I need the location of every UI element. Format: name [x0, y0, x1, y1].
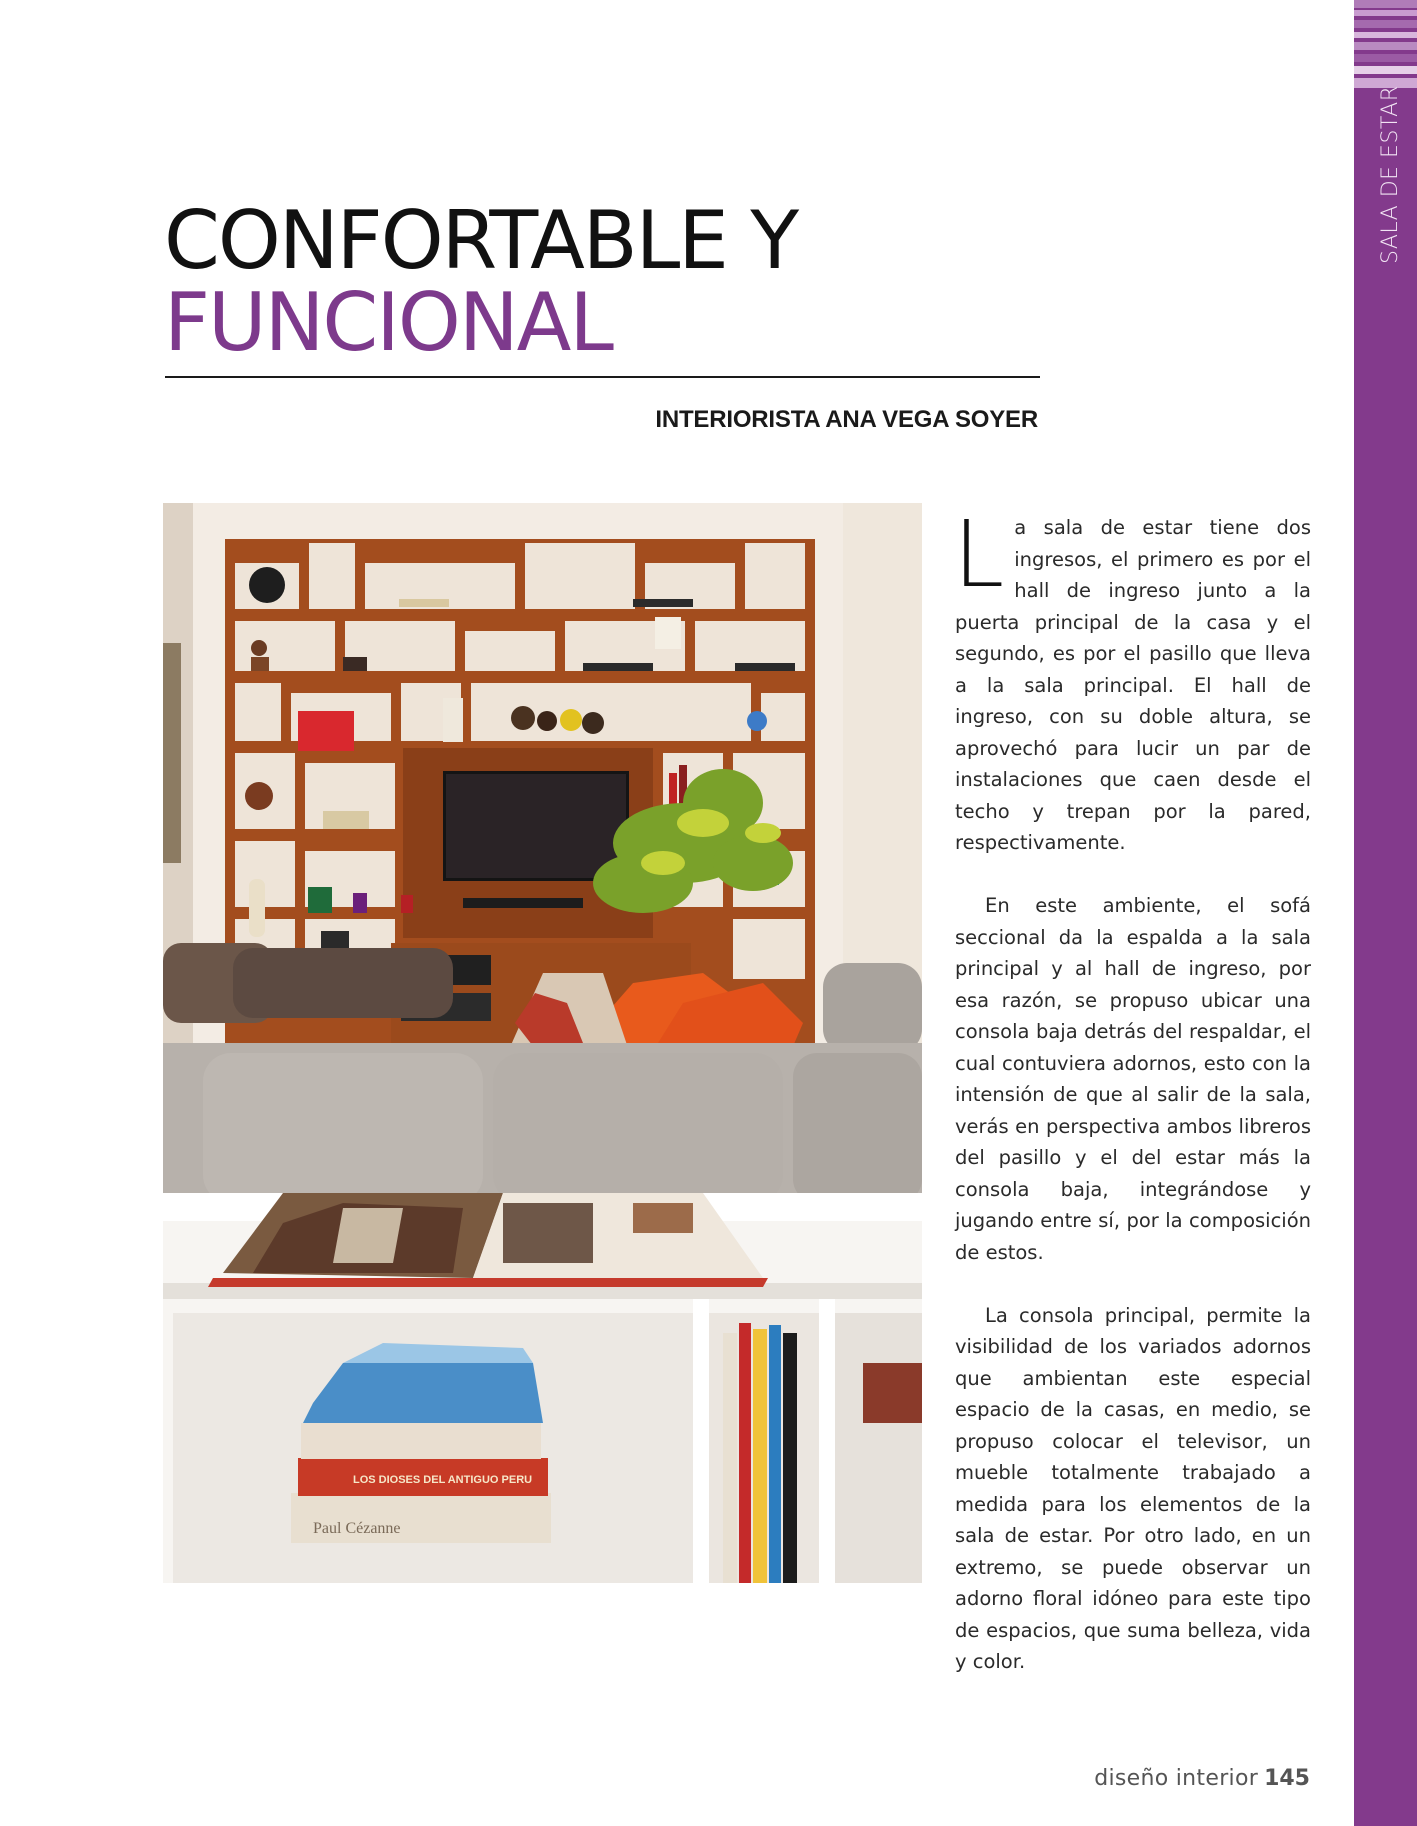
book-spine-2: Paul Cézanne — [313, 1520, 401, 1537]
living-room-photo — [163, 503, 922, 1583]
book-spine-1: LOS DIOSES DEL ANTIGUO PERU — [353, 1474, 533, 1486]
title-rule — [165, 376, 1040, 378]
side-stripes — [1354, 0, 1417, 92]
magazine-name: diseño interior — [1094, 1766, 1259, 1791]
side-band — [1354, 0, 1417, 1826]
author-byline: INTERIORISTA ANA VEGA SOYER — [655, 406, 1038, 433]
title-line-2: FUNCIONAL — [164, 276, 612, 369]
title-line-1: CONFORTABLE Y — [164, 194, 798, 287]
article-body — [953, 501, 1311, 1709]
paragraph-2: En este ambiente, el sofá seccional da la espalda a la sala principal y al hall de ingreso, por esa razón, se propuso ubicar una consola baja detrás del respaldar, el cual contuviera adornos, esto con la intensión de que al salir de la sala, verás en perspectiva ambos libreros del pasillo y el del estar más la consola baja, integrándose y jugando entre sí, por la composición de estos. — [955, 894, 1311, 1264]
drop-cap: L — [953, 501, 1005, 608]
paragraph-1-text: a sala de estar tiene dos ingresos, el primero es por el hall de ingreso junto a la puerta principal de la casa y el segundo, es por el pasillo que lleva a la sala principal. El hall de ingreso, con su doble altura, se aprovechó para lucir un par de instalaciones que caen desde el techo y trepan por la pared, respectivamente. — [955, 516, 1311, 854]
section-label: SALA DE ESTAR — [1378, 85, 1403, 264]
paragraph-3: La consola principal, permite la visibilidad de los variados adornos que ambientan este especial espacio de la casas, en medio, se propuso colocar el televisor, un mueble totalmente trabajado a medida para los elementos de la sala de estar. Por otro lado, en un extremo, se puede observar un adorno floral idóneo para este tipo de espacios, que suma belleza, vida y color. — [955, 1303, 1311, 1673]
page-footer — [1094, 1766, 1310, 1791]
article-title — [164, 194, 798, 369]
page-number: 145 — [1264, 1766, 1310, 1791]
paragraph-1 — [953, 501, 1311, 859]
